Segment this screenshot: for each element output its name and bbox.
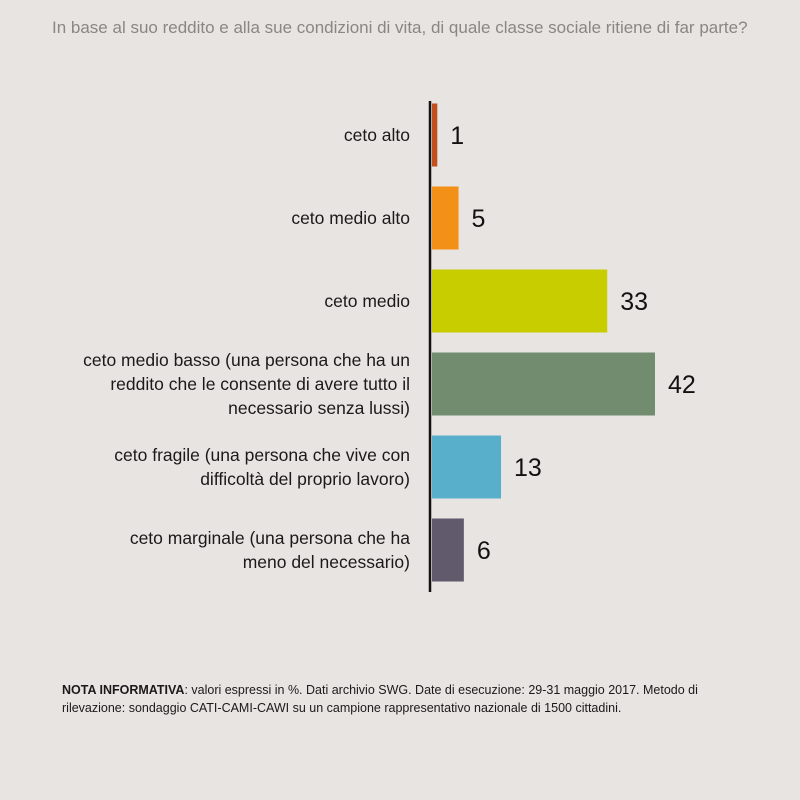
data-label: 42: [668, 371, 696, 399]
category-label-line: ceto medio: [324, 291, 410, 311]
category-label-line: necessario senza lussi): [228, 398, 410, 418]
footnote: [62, 681, 752, 717]
category-label-line: ceto alto: [343, 125, 410, 145]
data-label: 5: [471, 205, 486, 233]
bar: [432, 104, 437, 167]
category-label: [50, 206, 410, 230]
category-label-line: ceto marginale (una persona che ha: [129, 528, 410, 548]
bar: [432, 353, 655, 416]
bar: [432, 436, 501, 499]
category-label-line: difficoltà del proprio lavoro): [200, 469, 410, 489]
category-label-line: reddito che le consente di avere tutto il: [110, 374, 410, 394]
category-label: [50, 123, 410, 147]
category-label-line: ceto fragile (una persona che vive con: [114, 445, 410, 465]
category-label: [50, 289, 410, 313]
category-label-line: ceto medio alto: [291, 208, 410, 228]
data-label: 13: [514, 454, 542, 482]
bar: [432, 270, 607, 333]
bar: [432, 519, 464, 582]
chart-title: In base al suo reddito e alla sue condizioni di vita, di quale classe sociale ritiene di far parte?: [52, 18, 748, 37]
data-label: 6: [476, 537, 491, 565]
footnote-text: : valori espressi in %. Dati archivio SWG. Date di esecuzione: 29-31 maggio 2017. Metodo di rilevazione: sondaggio CATI-CAMI-CAWI su un campione rappresentativo nazionale di 1500 cittadini.: [62, 683, 698, 715]
category-label: [50, 526, 410, 574]
category-label-line: ceto medio basso (una persona che ha un: [83, 350, 410, 370]
category-label: [50, 348, 410, 420]
category-label: [50, 443, 410, 491]
data-label: 33: [620, 288, 649, 316]
footnote-label: NOTA INFORMATIVA: [62, 683, 185, 697]
bar: [432, 187, 459, 250]
category-label-line: meno del necessario): [242, 552, 410, 572]
data-label: 1: [450, 122, 465, 150]
